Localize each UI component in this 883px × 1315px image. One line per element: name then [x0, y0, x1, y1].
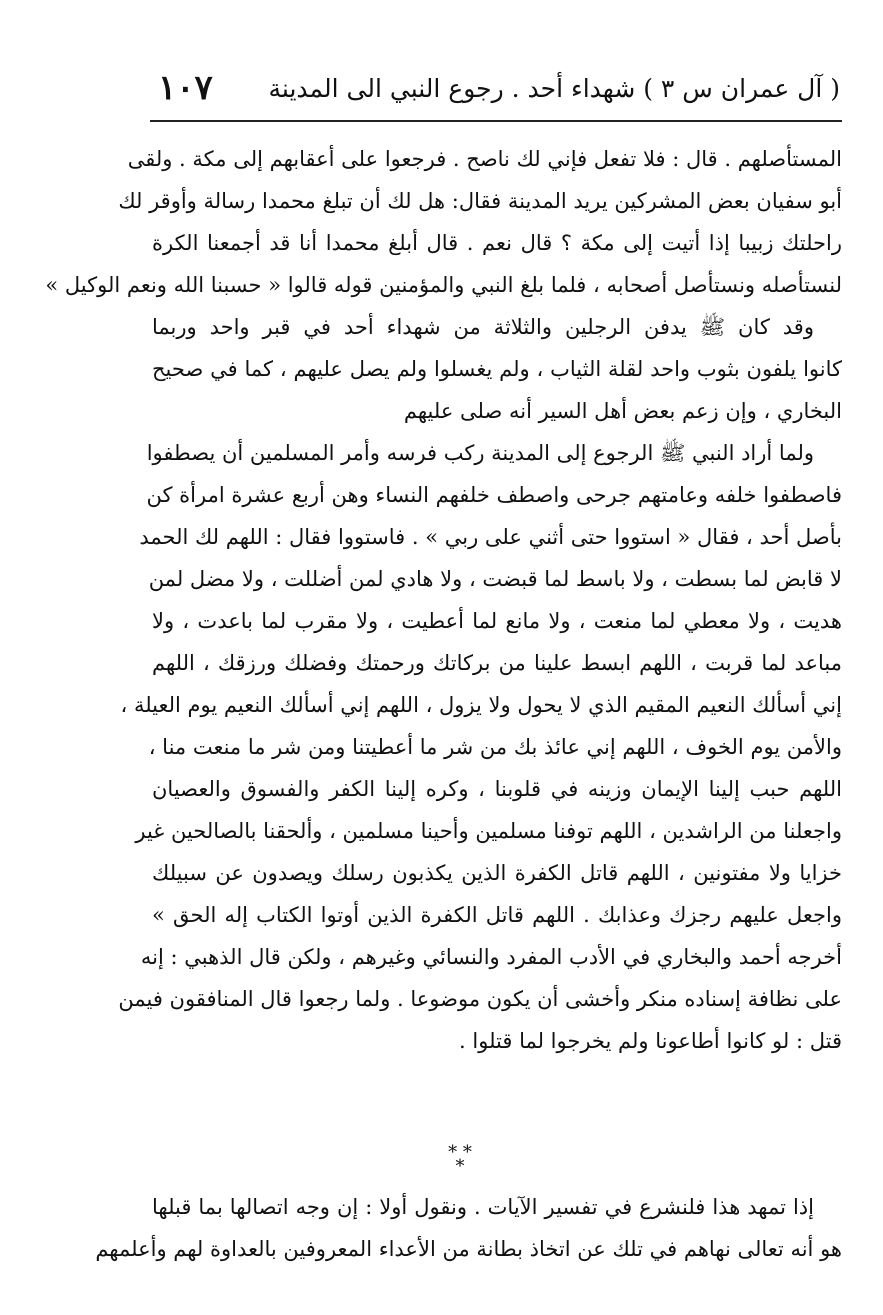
text-line: فاصطفوا خلفه وعامتهم جرحى واصطف خلفهم النساء وهن أربع عشرة امرأة كن: [146, 483, 842, 507]
running-title: ( آل عمران س ٣ ) شهداء أحد . رجوع النبي الى المدينة: [268, 74, 840, 103]
text-line: المستأصلهم . قال : فلا تفعل فإني لك ناصح . فرجعوا على أعقابهم إلى مكة . ولقى: [127, 147, 842, 171]
text-line: لا قابض لما بسطت ، ولا باسط لما قبضت ، ولا هادي لمن أضللت ، ولا مضل لمن: [148, 567, 842, 591]
next-section-text: [95, 1186, 842, 1270]
text-line: ولما أراد النبي ﷺ الرجوع إلى المدينة ركب فرسه وأمر المسلمين أن يصطفوا: [146, 441, 814, 465]
page-header: [150, 68, 840, 116]
text-line: واجعلنا من الراشدين ، اللهم توفنا مسلمين وأحينا مسلمين ، وألحقنا بالصالحين غير: [135, 819, 842, 843]
text-line: أخرجه أحمد والبخاري في الأدب المفرد والنسائي وغيرهم ، ولكن قال الذهبي : إنه: [140, 945, 842, 969]
text-line: واجعل عليهم رجزك وعذابك . اللهم قاتل الكفرة الذين أوتوا الكتاب إله الحق »: [152, 903, 842, 927]
text-line: على نظافة إسناده منكر وأخشى أن يكون موضوعا . ولما رجعوا قال المنافقون فيمن: [118, 987, 842, 1011]
main-text-block: [45, 138, 842, 1062]
header-divider: [150, 120, 842, 122]
page-number: ١٠٧: [158, 68, 213, 108]
text-line: خزايا ولا مفتونين ، اللهم قاتل الكفرة الذين يكذبون رسلك ويصدون عن سبيلك: [152, 861, 842, 885]
stars-glyphs: * * *: [448, 1142, 472, 1177]
text-line: أبو سفيان بعض المشركين يريد المدينة فقال: هل لك أن تبلغ محمدا رسالة وأوقر لك: [118, 189, 842, 213]
text-line: إذا تمهد هذا فلنشرع في تفسير الآيات . ونقول أولا : إن وجه اتصالها بما قبلها: [152, 1195, 814, 1219]
text-line: مباعد لما قربت ، اللهم ابسط علينا من بركاتك ورحمتك وفضلك ورزقك ، اللهم: [152, 651, 842, 675]
text-line: هديت ، ولا معطي لما منعت ، ولا مانع لما أعطيت ، ولا مقرب لما باعدت ، ولا: [152, 609, 842, 633]
text-line: كانوا يلفون بثوب واحد لقلة الثياب ، ولم يغسلوا ولم يصل عليهم ، كما في صحيح: [152, 357, 842, 381]
text-line: بأصل أحد ، فقال « استووا حتى أثني على ربي » . فاستووا فقال : اللهم لك الحمد: [139, 525, 842, 549]
text-line: لنستأصله ونستأصل أصحابه ، فلما بلغ النبي والمؤمنين قوله قالوا « حسبنا الله ونعم الوكيل »: [45, 273, 842, 297]
text-line: هو أنه تعالى نهاهم في تلك عن اتخاذ بطانة من الأعداء المعروفين بالعداوة لهم وأعلمهم: [95, 1237, 842, 1261]
text-line: إني أسألك النعيم المقيم الذي لا يحول ولا يزول ، اللهم إني أسألك النعيم يوم العيلة ،: [120, 693, 842, 717]
text-line: راحلتك زبيبا إذا أتيت إلى مكة ؟ قال نعم . قال أبلغ محمدا أنا قد أجمعنا الكرة: [152, 231, 842, 255]
text-line: وقد كان ﷺ يدفن الرجلين والثلاثة من شهداء أحد في قبر واحد وربما: [152, 315, 814, 339]
section-separator-stars: [430, 1142, 490, 1177]
text-line: والأمن يوم الخوف ، اللهم إني عائذ بك من شر ما أعطيتنا ومن شر ما منعت منا ،: [148, 735, 842, 759]
text-line: اللهم حبب إلينا الإيمان وزينه في قلوبنا ، وكره إلينا الكفر والفسوق والعصيان: [152, 777, 842, 801]
text-line: قتل : لو كانوا أطاعونا ولم يخرجوا لما قتلوا .: [459, 1029, 842, 1053]
text-line: البخاري ، وإن زعم بعض أهل السير أنه صلى عليهم: [403, 399, 842, 423]
